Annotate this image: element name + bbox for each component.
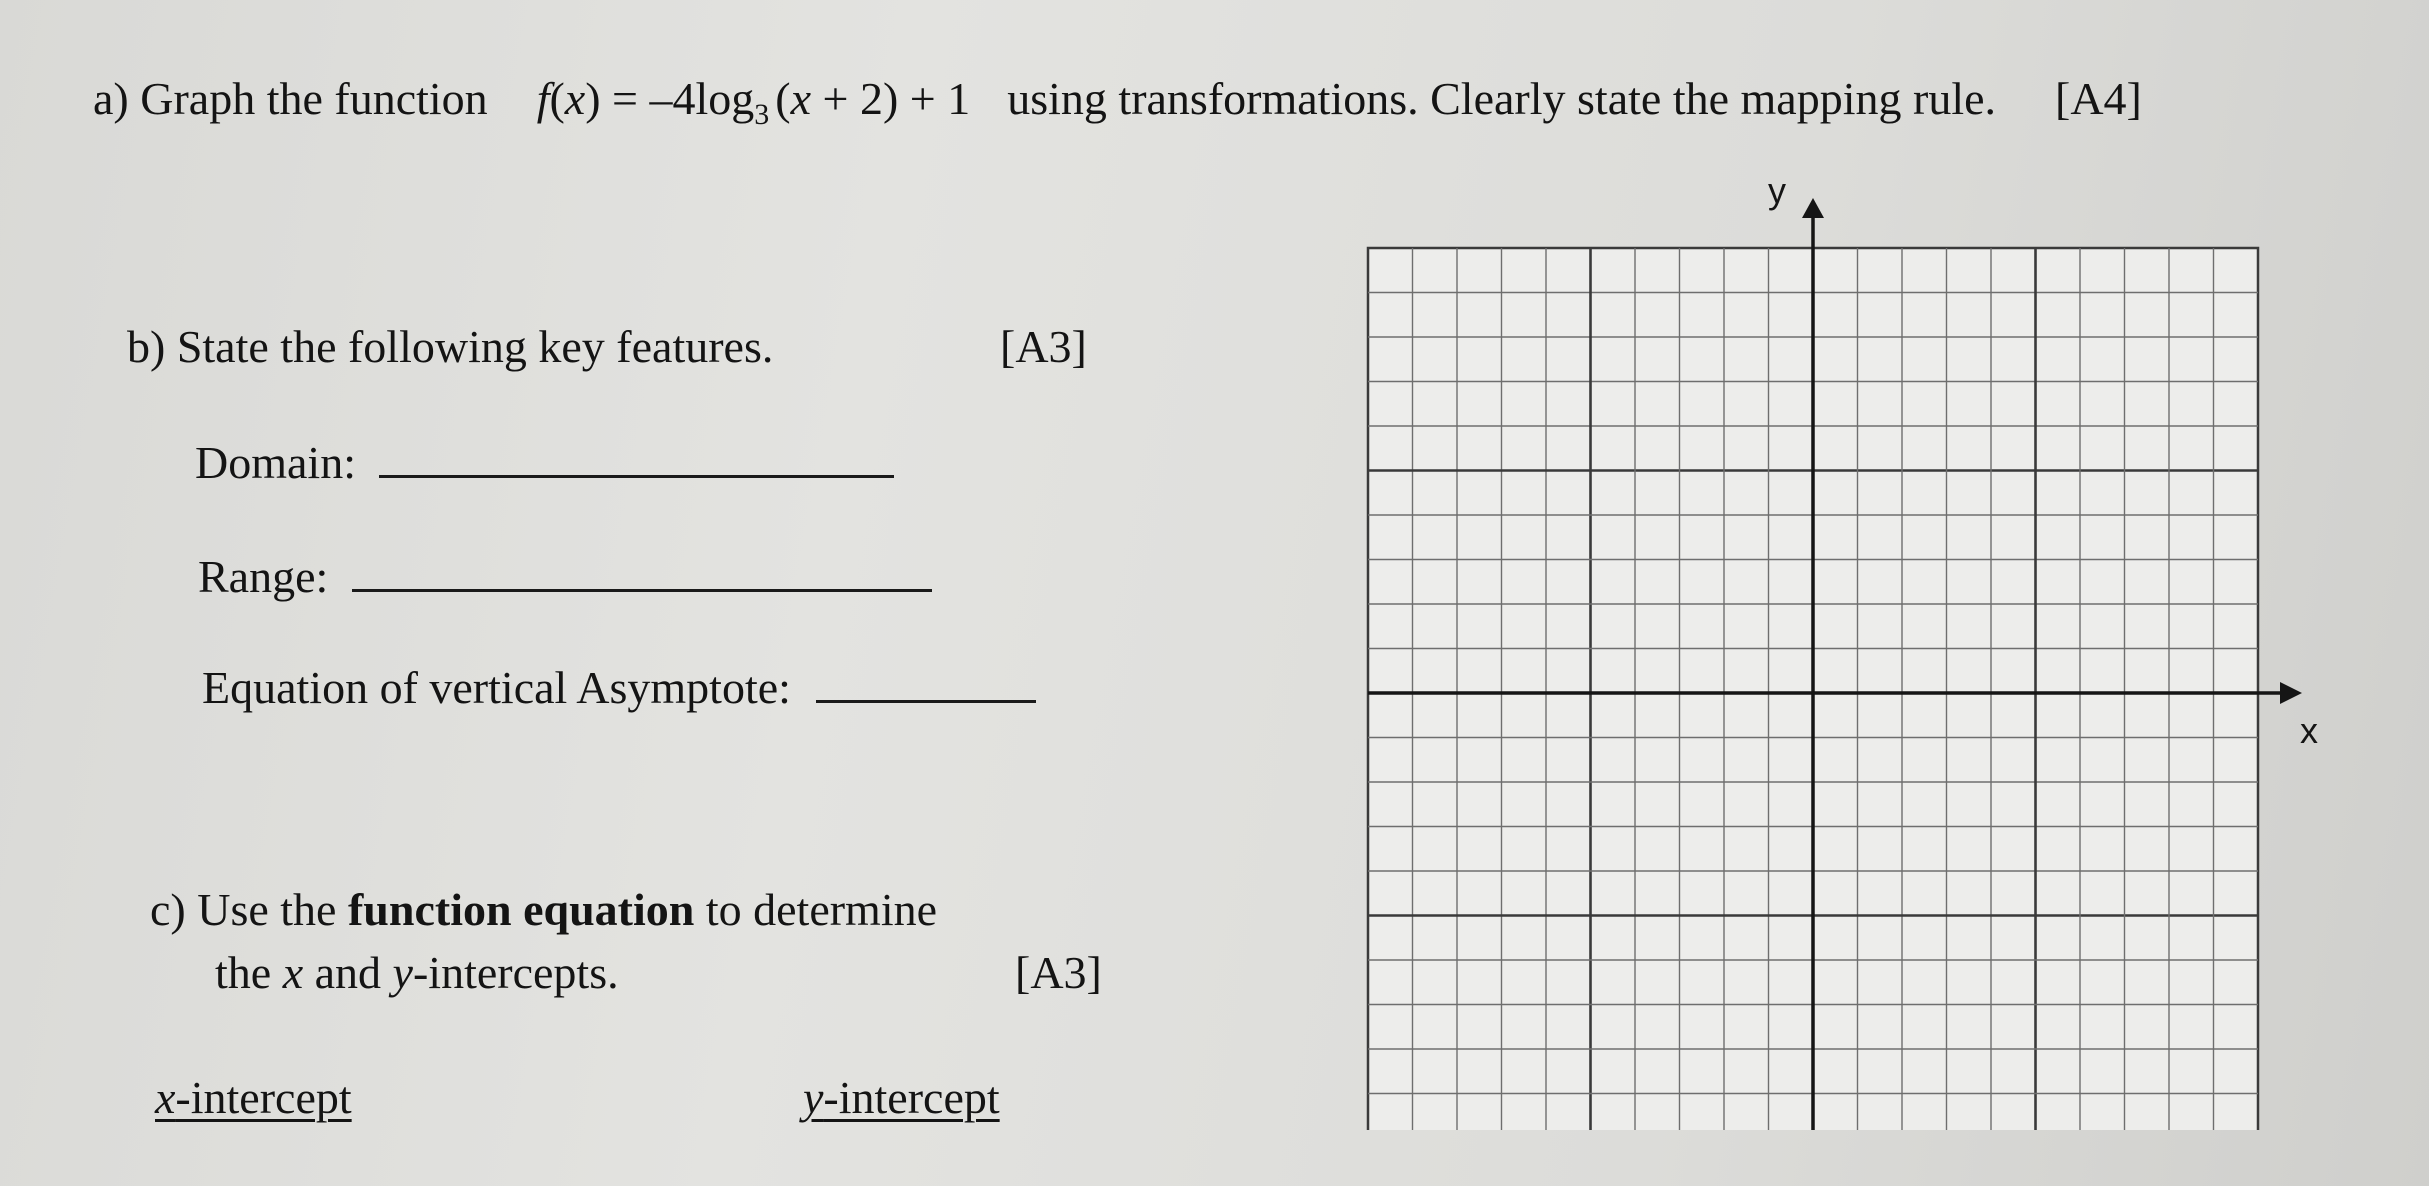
question-c-prefix: c) Use the — [150, 884, 337, 935]
asymptote-answer-blank[interactable] — [816, 700, 1036, 703]
x-intercept-var: x — [155, 1072, 176, 1123]
x-axis-label: x — [2300, 710, 2318, 751]
question-c-line2 — [215, 947, 619, 998]
question-c-suffix: to determine — [705, 884, 938, 935]
question-a-marks: [A4] — [2055, 73, 2142, 124]
domain-answer-blank[interactable] — [379, 475, 894, 478]
question-c-bold: function equation — [347, 884, 695, 935]
y-intercept-heading — [803, 1072, 1000, 1123]
arg-var: x — [790, 73, 812, 124]
arg-open: ( — [775, 73, 791, 124]
y-intercept-rest: -intercept — [823, 1072, 1000, 1123]
question-b-marks: [A3] — [1000, 321, 1087, 372]
range-row — [198, 551, 932, 602]
log-base: 3 — [754, 98, 770, 131]
domain-label: Domain: — [195, 437, 356, 488]
question-a-suffix: using transformations. Clearly state the mapping rule. — [1007, 73, 1997, 124]
x-intercept-rest: -intercept — [175, 1072, 352, 1123]
range-answer-blank[interactable] — [352, 589, 932, 592]
y-axis-arrow — [1802, 198, 1824, 218]
y-intercept-var: y — [803, 1072, 824, 1123]
graph-area[interactable] — [1340, 170, 2320, 1130]
asymptote-row — [202, 662, 1036, 713]
question-c-x-var: x — [282, 947, 304, 998]
question-c-line2-start: the — [215, 947, 272, 998]
asymptote-label: Equation of vertical Asymptote: — [202, 662, 791, 713]
question-a-prefix: a) Graph the function — [93, 73, 488, 124]
question-a — [93, 73, 2142, 131]
equals-coefficient: = –4log — [600, 73, 755, 124]
graph-grid[interactable] — [1340, 170, 2320, 1130]
question-b-prompt: b) State the following key features. — [127, 321, 774, 372]
question-c-line2-end: -intercepts. — [412, 947, 619, 998]
paren-close: ) — [585, 73, 601, 124]
function-name: f — [536, 73, 550, 124]
question-c-y-var: y — [392, 947, 413, 998]
function-var: x — [564, 73, 586, 124]
domain-row — [195, 437, 894, 488]
paren-open: ( — [549, 73, 565, 124]
arg-rest: + 2) + 1 — [811, 73, 971, 124]
range-label: Range: — [198, 551, 329, 602]
x-axis-arrow — [2280, 682, 2302, 704]
question-b — [127, 321, 774, 372]
question-c-line2-mid: and — [314, 947, 382, 998]
question-c-marks: [A3] — [1015, 947, 1102, 998]
y-axis-label: y — [1768, 170, 1786, 211]
question-c-line1 — [150, 884, 938, 935]
x-intercept-heading — [155, 1072, 352, 1123]
